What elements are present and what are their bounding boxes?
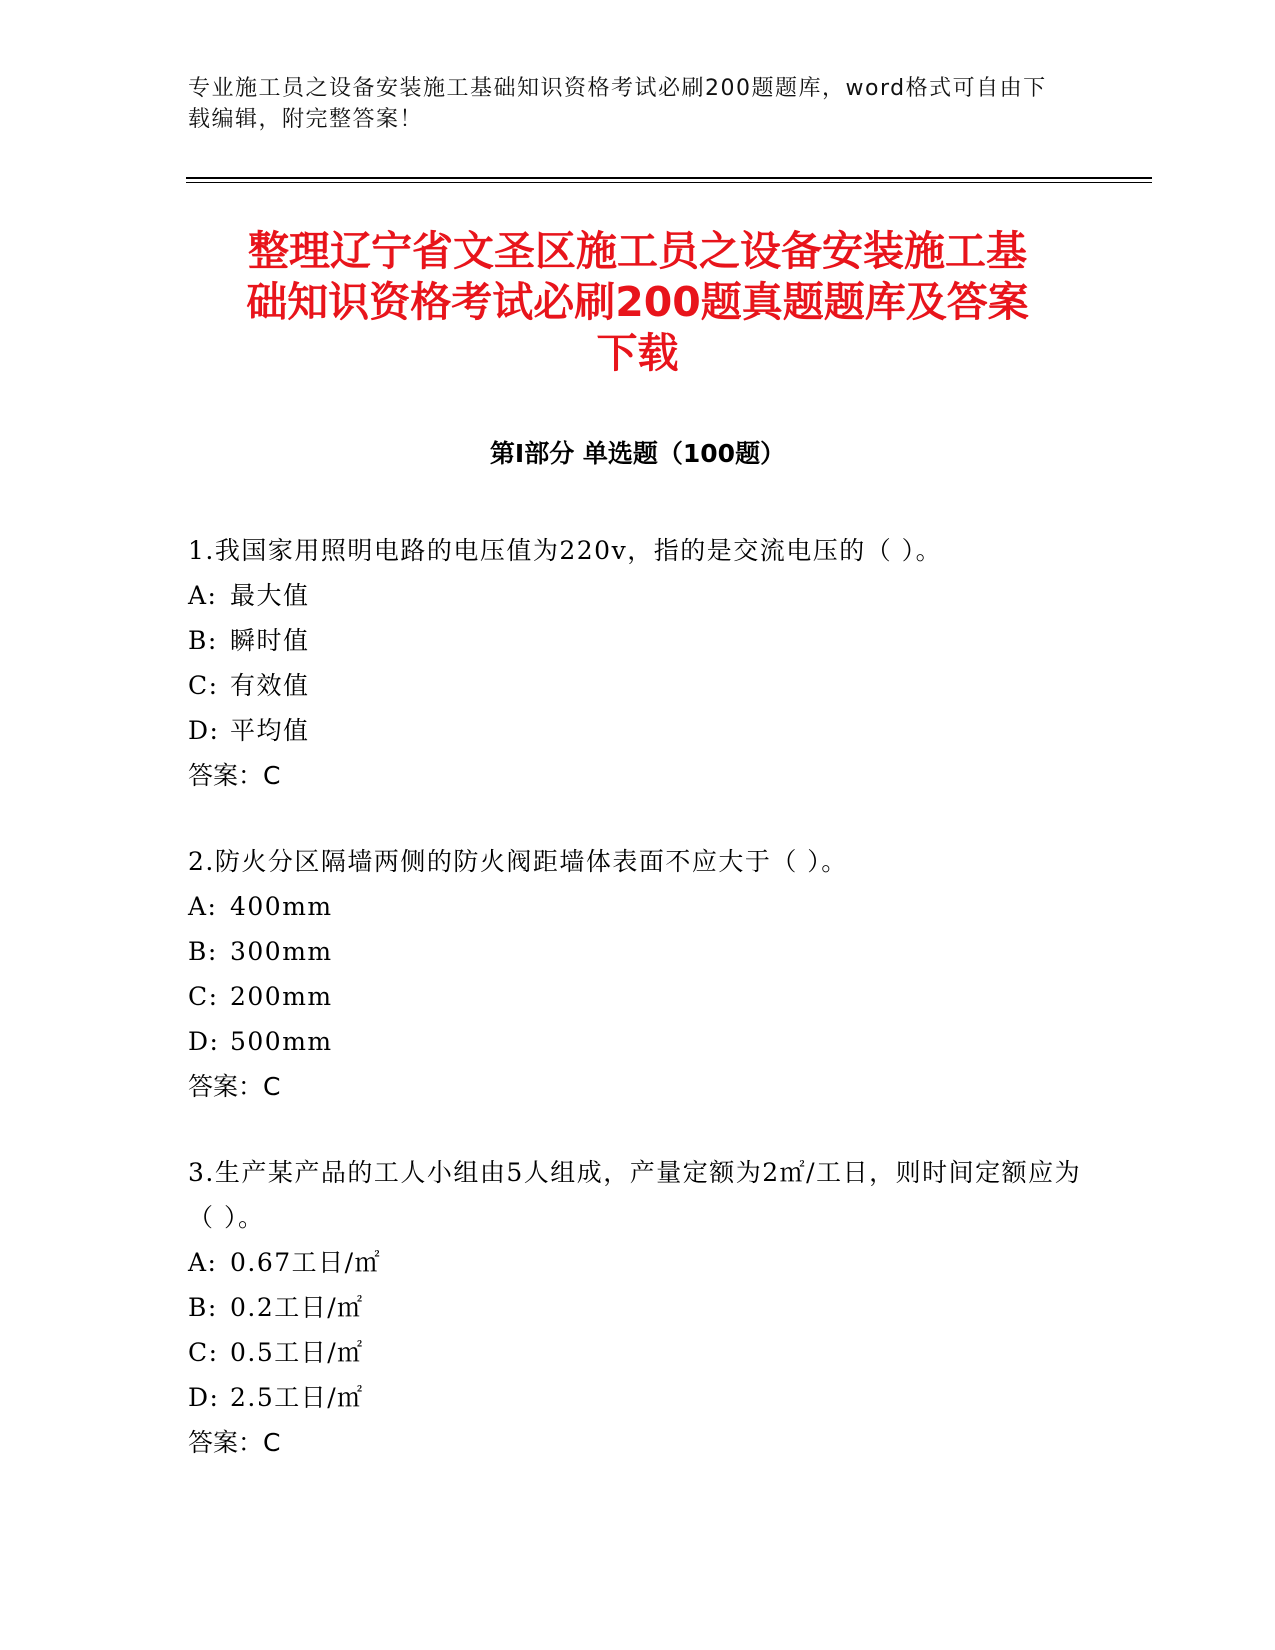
option-d	[188, 1375, 1088, 1420]
option-text: 200mm	[230, 982, 333, 1011]
option-key: C:	[188, 671, 219, 700]
document-title	[150, 226, 1125, 379]
option-text: 0.2工日/㎡	[230, 1293, 364, 1322]
question-3	[188, 1150, 1088, 1465]
answer-line: 答案：C	[188, 761, 281, 790]
option-b	[188, 929, 1088, 974]
option-text: 瞬时值	[230, 626, 310, 655]
title-line: 础知识资格考试必刷200题真题题库及答案	[246, 278, 1029, 326]
option-c	[188, 974, 1088, 1019]
option-text: 平均值	[230, 716, 310, 745]
header-note: 专业施工员之设备安装施工基础知识资格考试必刷200题题库，word格式可自由下载编辑，附完整答案！	[188, 76, 1047, 132]
question-2	[188, 839, 1088, 1109]
option-b	[188, 1285, 1088, 1330]
answer-line: 答案：C	[188, 1428, 281, 1457]
question-stem: 2.防火分区隔墙两侧的防火阀距墙体表面不应大于（ ）。	[188, 847, 848, 876]
option-text: 有效值	[230, 671, 310, 700]
option-key: C:	[188, 982, 219, 1011]
option-text: 最大值	[230, 581, 310, 610]
option-text: 0.67工日/㎡	[230, 1248, 382, 1277]
option-d	[188, 708, 1088, 753]
option-c	[188, 1330, 1088, 1375]
option-key: B:	[188, 626, 218, 655]
option-key: D:	[188, 716, 220, 745]
option-key: A:	[188, 892, 218, 921]
option-a	[188, 1240, 1088, 1285]
option-text: 500mm	[230, 1027, 333, 1056]
option-text: 300mm	[230, 937, 333, 966]
option-text: 0.5工日/㎡	[230, 1338, 364, 1367]
answer-line: 答案：C	[188, 1072, 281, 1101]
option-a	[188, 884, 1088, 929]
question-1	[188, 528, 1088, 798]
title-line: 下载	[596, 329, 679, 377]
option-key: B:	[188, 937, 218, 966]
option-key: A:	[188, 581, 218, 610]
header-rule-thin	[186, 182, 1152, 183]
title-line: 整理辽宁省文圣区施工员之设备安装施工基	[248, 227, 1027, 275]
question-stem: 1.我国家用照明电路的电压值为220v，指的是交流电压的（ ）。	[188, 536, 943, 565]
option-key: D:	[188, 1383, 220, 1412]
option-key: A:	[188, 1248, 218, 1277]
option-c	[188, 663, 1088, 708]
question-list	[188, 528, 1088, 1506]
option-b	[188, 618, 1088, 663]
option-text: 400mm	[230, 892, 333, 921]
question-stem: 3.生产某产品的工人小组由5人组成，产量定额为2㎡/工日，则时间定额应为（ ）。	[188, 1158, 1082, 1232]
section-title: 第Ⅰ部分 单选题（100题）	[489, 439, 786, 468]
option-key: D:	[188, 1027, 220, 1056]
header-rule-thick	[186, 177, 1152, 179]
option-a	[188, 573, 1088, 618]
option-key: B:	[188, 1293, 218, 1322]
option-d	[188, 1019, 1088, 1064]
option-text: 2.5工日/㎡	[230, 1383, 364, 1412]
option-key: C:	[188, 1338, 219, 1367]
